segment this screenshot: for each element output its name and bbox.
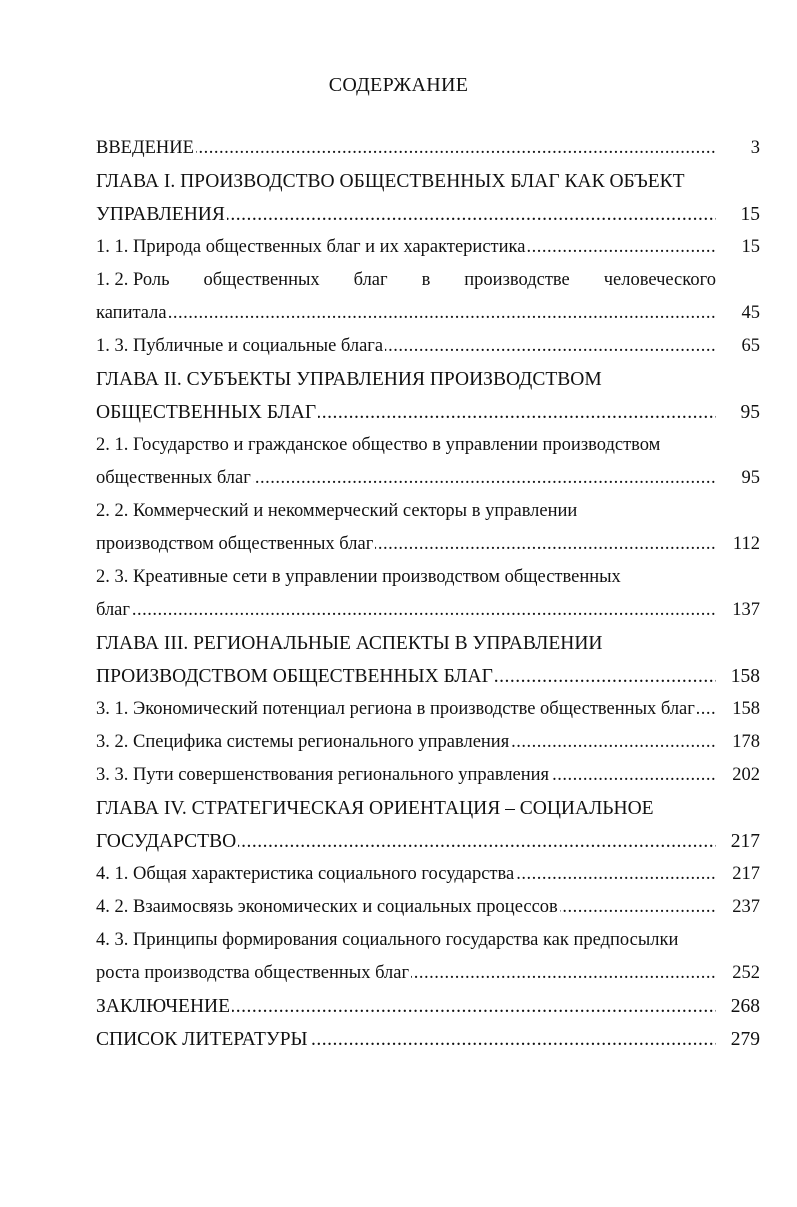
- toc-entry-text: ГЛАВА I. ПРОИЗВОДСТВО ОБЩЕСТВЕННЫХ БЛАГ КАК ОБЪЕКТ: [96, 171, 685, 192]
- table-of-contents: [96, 132, 760, 1056]
- toc-entry-text: благ: [96, 600, 130, 620]
- toc-entry: [96, 297, 760, 330]
- toc-entry: [96, 693, 760, 726]
- toc-entry: [96, 759, 760, 792]
- toc-page-number: 158: [732, 699, 760, 719]
- toc-entry-text: 3. 3. Пути совершенствования регионального управления: [96, 765, 550, 785]
- toc-entry-text: 1. 1. Природа общественных благ и их характеристика: [96, 237, 526, 257]
- toc-entry: [96, 858, 760, 891]
- toc-entry-word: в: [422, 264, 431, 297]
- toc-entry-text: 2. 2. Коммерческий и некоммерческий секторы в управлении: [96, 501, 578, 521]
- toc-entry: [96, 825, 760, 858]
- toc-entry: [96, 660, 760, 693]
- toc-page-number: 112: [732, 534, 760, 554]
- toc-entry: [96, 495, 760, 528]
- toc-page-number: 15: [741, 237, 760, 257]
- toc-entry-text: ГЛАВА II. СУБЪЕКТЫ УПРАВЛЕНИЯ ПРОИЗВОДСТВОМ: [96, 369, 602, 390]
- toc-entry-text: 4. 1. Общая характеристика социального государства: [96, 864, 515, 884]
- toc-page-number: 178: [732, 732, 760, 752]
- toc-entry-word: благ: [354, 264, 388, 297]
- toc-page-number: 202: [732, 765, 760, 785]
- toc-entry-text: общественных благ: [96, 468, 251, 488]
- toc-entry-text: ЗАКЛЮЧЕНИЕ: [96, 996, 231, 1017]
- toc-page-number: 158: [730, 666, 760, 687]
- toc-entry: [96, 957, 760, 990]
- toc-entry-text: 1. 3. Публичные и социальные блага: [96, 336, 384, 356]
- toc-entry-text: СПИСОК ЛИТЕРАТУРЫ: [96, 1029, 308, 1050]
- toc-entry-text: 2. 3. Креативные сети в управлении производством общественных: [96, 567, 621, 587]
- toc-page-number: 65: [741, 336, 760, 356]
- toc-entry-text: 2. 1. Государство и гражданское общество в управлении производством: [96, 435, 661, 455]
- toc-entry-word: 1. 2. Роль: [96, 264, 170, 297]
- toc-entry-text: 3. 2. Специфика системы регионального управления: [96, 732, 510, 752]
- toc-entry: [96, 924, 760, 957]
- toc-page-number: 252: [732, 963, 760, 983]
- toc-page-number: 95: [740, 402, 760, 423]
- toc-entry-text: роста производства общественных благ: [96, 963, 410, 983]
- toc-entry-text: ГЛАВА IV. СТРАТЕГИЧЕСКАЯ ОРИЕНТАЦИЯ – СОЦИАЛЬНОЕ: [96, 798, 654, 819]
- toc-entry-text: капитала: [96, 303, 167, 323]
- toc-entry: [96, 429, 760, 462]
- toc-entry: [96, 528, 760, 561]
- toc-page-number: 15: [740, 204, 760, 225]
- toc-entry-word: производстве: [464, 264, 569, 297]
- toc-entry-text: ГЛАВА III. РЕГИОНАЛЬНЫЕ АСПЕКТЫ В УПРАВЛЕНИИ: [96, 633, 603, 654]
- toc-page-number: 217: [730, 831, 760, 852]
- toc-entry-text: ОБЩЕСТВЕННЫХ БЛАГ: [96, 402, 317, 423]
- toc-entry: [96, 594, 760, 627]
- toc-entry-text: ГОСУДАРСТВО: [96, 831, 237, 852]
- toc-page-number: 45: [741, 303, 760, 323]
- toc-page-number: 268: [730, 996, 760, 1017]
- toc-entry: [96, 363, 760, 396]
- toc-entry: [96, 165, 760, 198]
- toc-page-number: 237: [732, 897, 760, 917]
- toc-entry: [96, 264, 760, 297]
- toc-entry: [96, 561, 760, 594]
- toc-entry: [96, 792, 760, 825]
- toc-entry: [96, 396, 760, 429]
- toc-entry: [96, 627, 760, 660]
- toc-page-number: 279: [730, 1029, 760, 1050]
- toc-entry-text: производством общественных благ: [96, 534, 374, 554]
- toc-entry: [96, 462, 760, 495]
- toc-entry: [96, 1023, 760, 1056]
- toc-entry: [96, 330, 760, 363]
- toc-page-number: 137: [732, 600, 760, 620]
- toc-entry-text: 3. 1. Экономический потенциал региона в производстве общественных благ: [96, 699, 695, 719]
- toc-page-number: 217: [732, 864, 760, 884]
- toc-entry-text: 4. 3. Принципы формирования социального государства как предпосылки: [96, 930, 679, 950]
- toc-entry-word: человеческого: [604, 264, 716, 297]
- toc-entry-text: ВВЕДЕНИЕ: [96, 138, 194, 158]
- page-title: СОДЕРЖАНИЕ: [328, 74, 469, 96]
- toc-entry: [96, 231, 760, 264]
- toc-page-number: 95: [741, 468, 760, 488]
- toc-page-number: 3: [750, 138, 760, 158]
- toc-entry: [96, 891, 760, 924]
- toc-entry: [96, 726, 760, 759]
- toc-entry: [96, 132, 760, 165]
- toc-entry: [96, 990, 760, 1023]
- toc-entry: [96, 198, 760, 231]
- toc-entry-word: общественных: [203, 264, 319, 297]
- toc-entry-text: УПРАВЛЕНИЯ: [96, 204, 225, 225]
- toc-entry-text: 4. 2. Взаимосвязь экономических и социальных процессов: [96, 897, 558, 917]
- toc-entry-text: ПРОИЗВОДСТВОМ ОБЩЕСТВЕННЫХ БЛАГ: [96, 666, 493, 687]
